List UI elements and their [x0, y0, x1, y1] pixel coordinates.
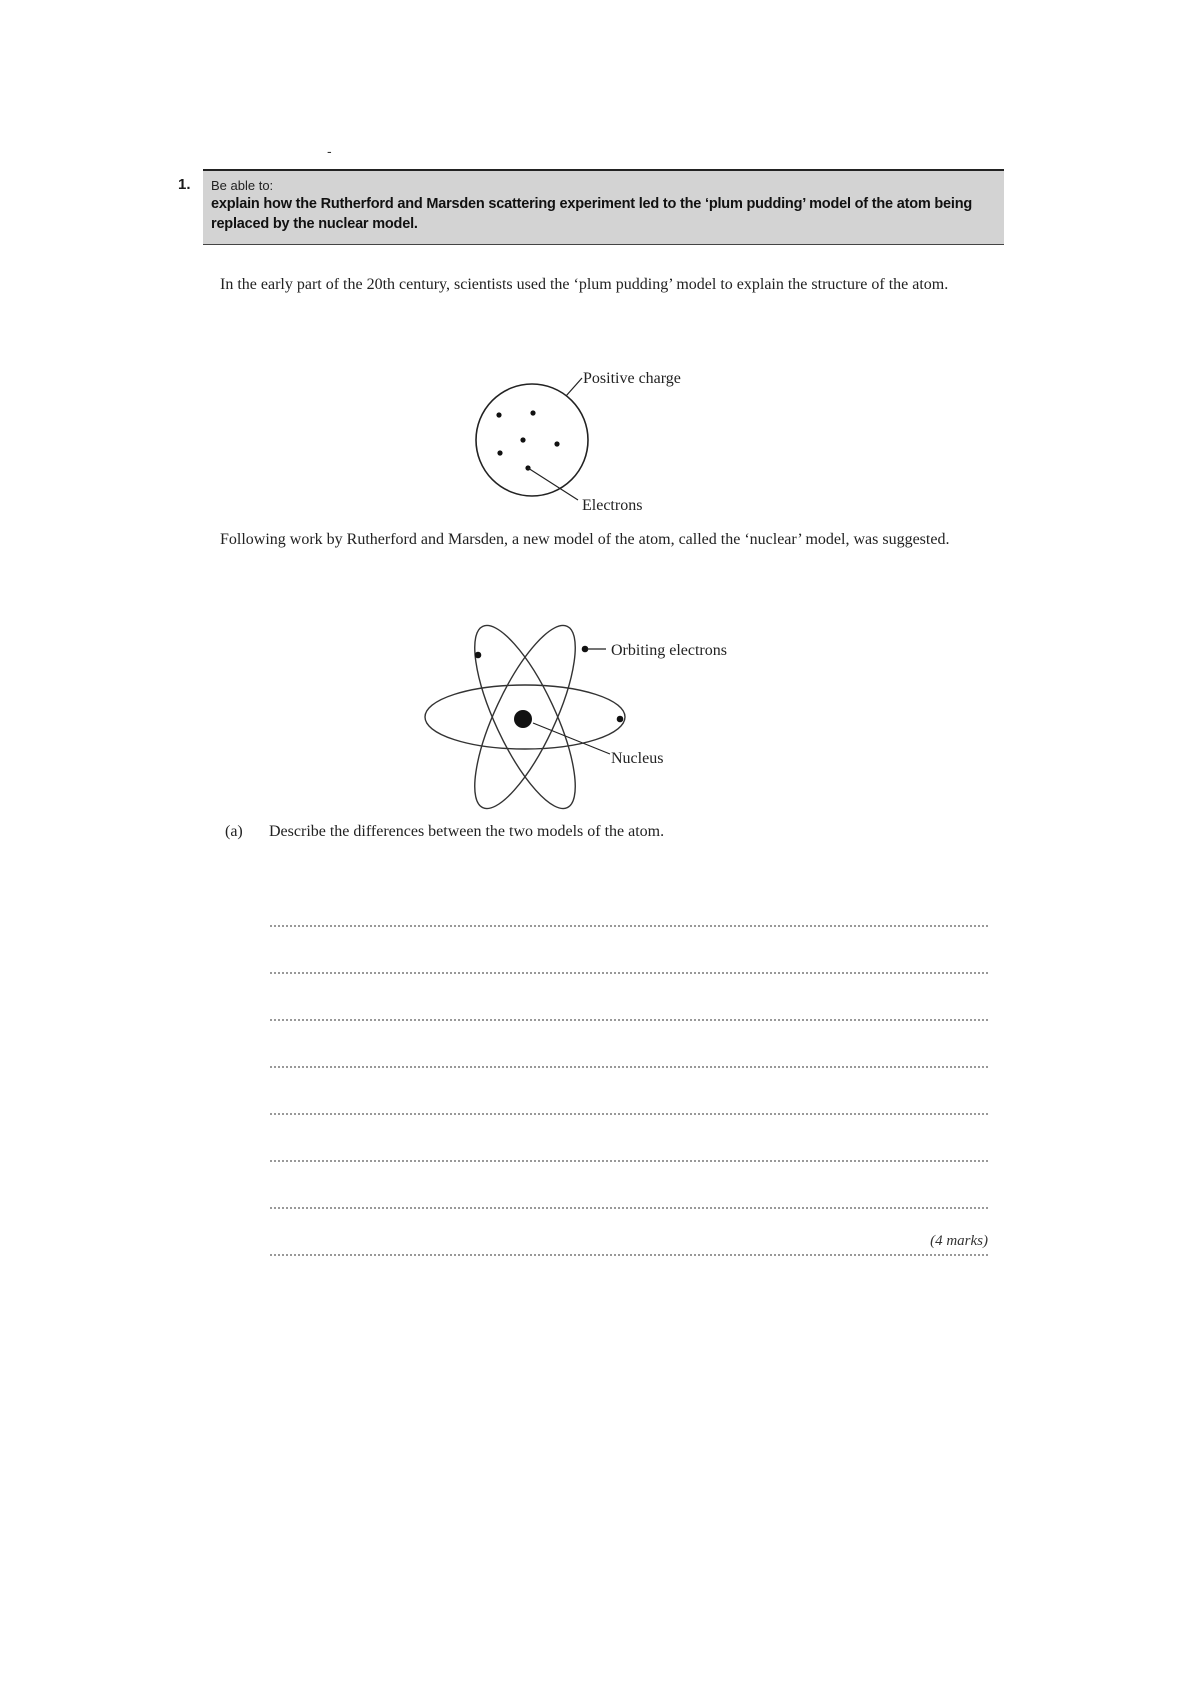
part-a-text: Describe the differences between the two models of the atom. [269, 823, 665, 840]
plum-pudding-diagram [470, 360, 730, 525]
followup-paragraph: Following work by Rutherford and Marsden, a new model of the atom, called the ‘nuclear’ model, was suggested. [220, 531, 950, 548]
answer-line[interactable] [270, 880, 988, 927]
positive-charge-label: Positive charge [583, 370, 681, 387]
positive-charge-leader [566, 378, 582, 396]
electron-dot [520, 437, 525, 442]
nucleus-label: Nucleus [611, 750, 664, 767]
answer-line[interactable] [270, 1209, 988, 1256]
answer-line[interactable] [270, 1162, 988, 1209]
electrons-label: Electrons [582, 497, 643, 514]
objective-intro: Be able to: [211, 178, 274, 193]
stray-mark: - [327, 143, 332, 159]
part-a-prompt [225, 823, 664, 841]
answer-line[interactable] [270, 1068, 988, 1115]
answer-line[interactable] [270, 927, 988, 974]
answer-line[interactable] [270, 974, 988, 1021]
intro-paragraph: In the early part of the 20th century, scientists used the ‘plum pudding’ model to explain the structure of the atom. [220, 276, 949, 293]
objective-text: explain how the Rutherford and Marsden scattering experiment led to the ‘plum pudding’ model of the atom being replaced by the nuclear model. [211, 196, 973, 232]
electron-dot [497, 450, 502, 455]
electron-dot [496, 412, 501, 417]
answer-line[interactable] [270, 1115, 988, 1162]
orbiting-electron [617, 716, 624, 723]
electron-dot [554, 441, 559, 446]
answer-line[interactable] [270, 1021, 988, 1068]
nucleus [514, 710, 532, 728]
part-a-label: (a) [225, 823, 243, 840]
nuclear-model-diagram [415, 617, 775, 817]
answer-area[interactable] [270, 880, 988, 1256]
atom-sphere [476, 384, 588, 496]
orbiting-electrons-label: Orbiting electrons [611, 642, 727, 659]
orbiting-electron [475, 652, 482, 659]
objective-box [203, 169, 1004, 245]
electron-dot [530, 410, 535, 415]
marks-label: (4 marks) [930, 1233, 988, 1249]
question-number: 1. [178, 176, 191, 193]
